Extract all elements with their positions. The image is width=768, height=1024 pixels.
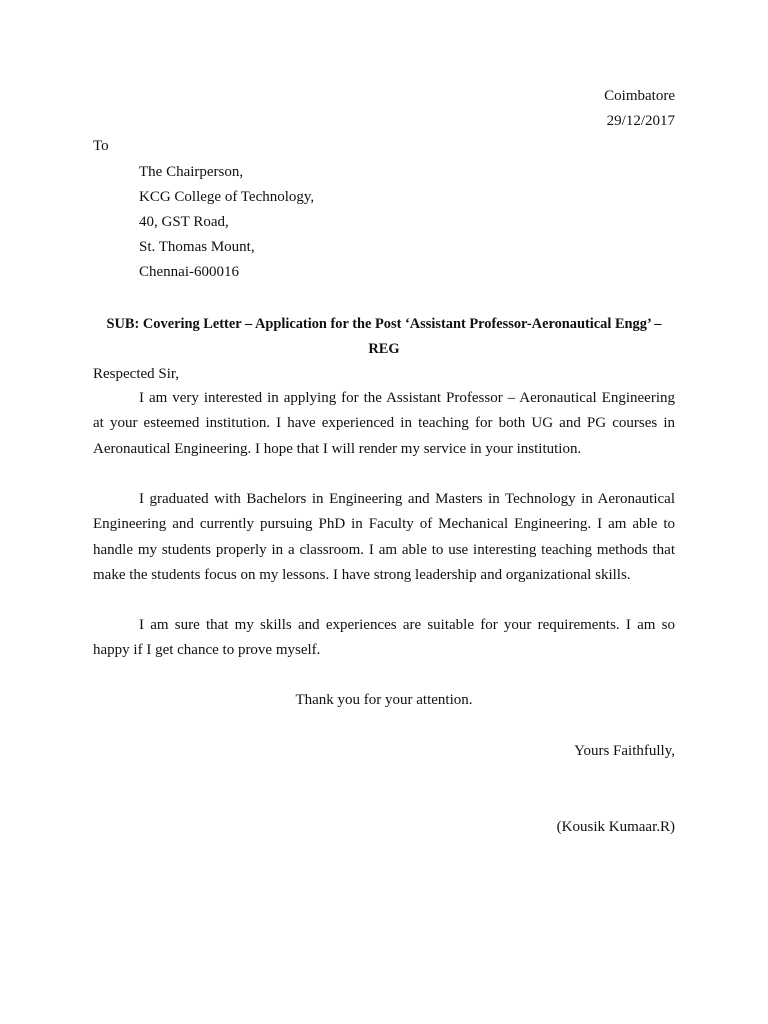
recipient-line: Chennai-600016 xyxy=(139,264,239,280)
letter-date: 29/12/2017 xyxy=(606,113,675,129)
body-paragraph: I graduated with Bachelors in Engineering and Masters in Technology in Aeronautical Engineering and currently pursuing PhD in Faculty of Mechanical Engineering. I am able to handle my students properly in a classroom. I am able to use interesting teaching methods that make the students focus on my lessons. I have strong leadership and organizational skills. xyxy=(93,491,675,583)
to-label: To xyxy=(93,138,109,154)
recipient-line: The Chairperson, xyxy=(139,164,244,180)
recipient-line: St. Thomas Mount, xyxy=(139,239,255,255)
letter-place: Coimbatore xyxy=(604,88,675,104)
body-paragraph: I am very interested in applying for the Assistant Professor – Aeronautical Engineering at your esteemed institution. I have experienced in teaching for both UG and PG courses in Aeronautical Engineering. I hope that I will render my service in your institution. xyxy=(93,390,675,457)
subject-line: SUB: Covering Letter – Application for the Post ‘Assistant Professor-Aeronautical Engg’ – REG xyxy=(106,316,662,357)
recipient-line: KCG College of Technology, xyxy=(139,189,315,205)
closing: Yours Faithfully, xyxy=(574,743,675,759)
signature: (Kousik Kumaar.R) xyxy=(556,819,675,835)
thanks-line: Thank you for your attention. xyxy=(295,692,473,708)
recipient-line: 40, GST Road, xyxy=(139,214,229,230)
body-paragraph: I am sure that my skills and experiences are suitable for your requirements. I am so happy if I get chance to prove myself. xyxy=(93,617,675,659)
salutation: Respected Sir, xyxy=(93,366,180,382)
